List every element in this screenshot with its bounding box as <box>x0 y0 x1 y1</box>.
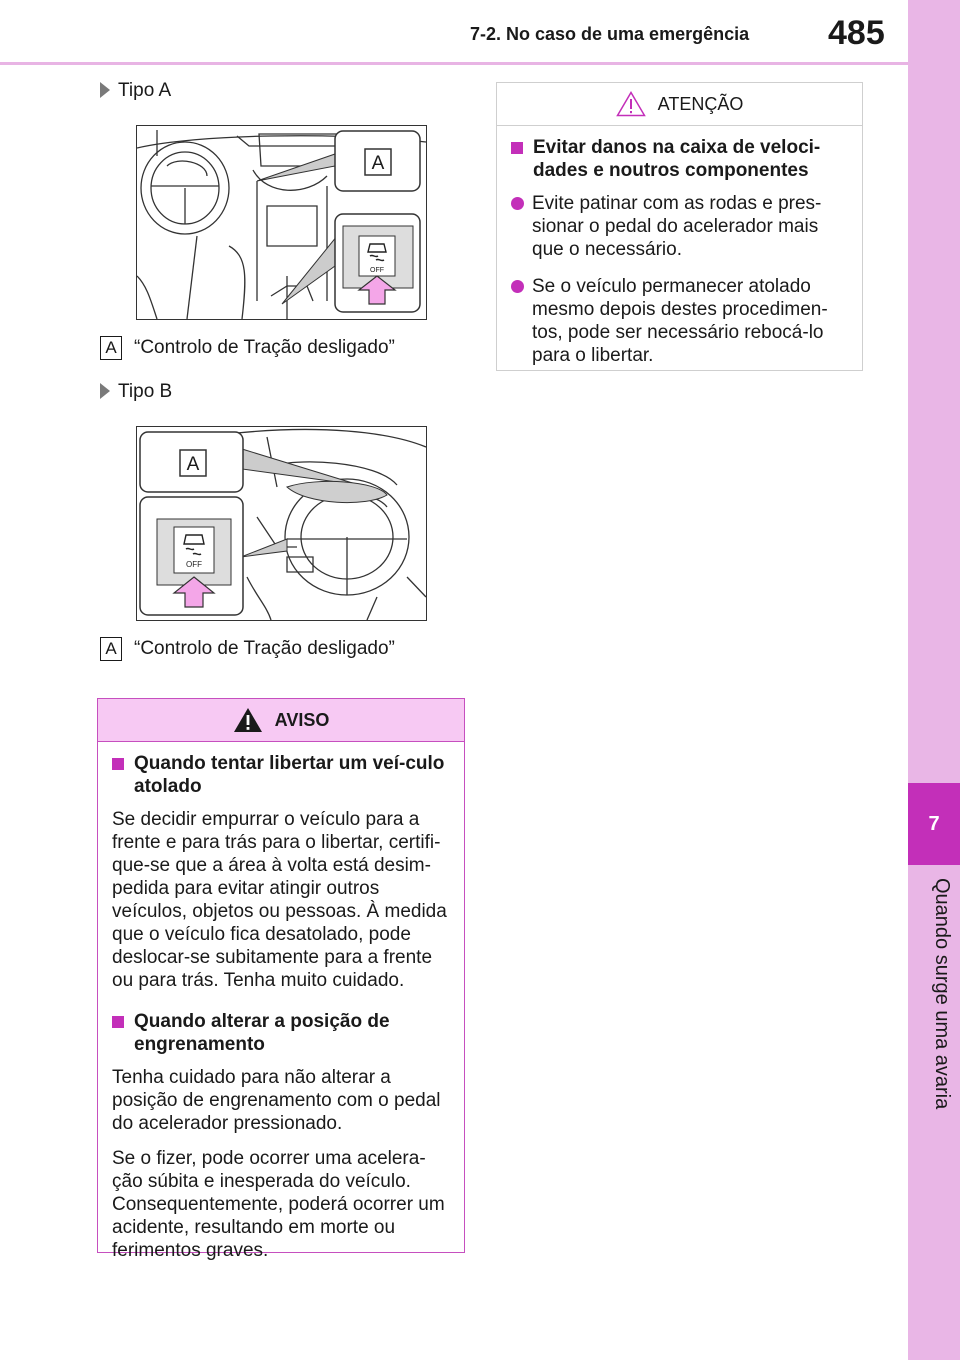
warning-paragraph: Se decidir empurrar o veículo para a frente e para trás para o libertar, certifi-que-se que a área à volta está desim-pedida para evitar atingir outros veículos, objetos ou pessoas. À medida que o veículo fica desatolado, pode deslocar-se subitamente para a frente ou para trás. Tenha muito cuidado. <box>112 809 447 991</box>
warning-panel-header <box>98 699 464 742</box>
warning-panel-body <box>98 742 464 1286</box>
chapter-label: Quando surge uma avaria <box>931 878 953 1110</box>
figure-b-label: A <box>186 454 200 475</box>
chapter-number: 7 <box>908 783 960 865</box>
type-b-heading <box>100 381 172 403</box>
figure-a-label: A <box>371 153 385 174</box>
circle-bullet-icon <box>511 280 524 293</box>
warning-subheading-text: Quando tentar libertar um veí-culo atolado <box>134 753 445 797</box>
warning-triangle-icon <box>233 707 263 733</box>
section-title: 7-2. No caso de uma emergência <box>470 24 750 44</box>
caution-list-item-text: Evite patinar com as rodas e pres-sionar o pedal do acelerador mais que o necessário. <box>532 193 822 260</box>
warning-subheading <box>112 752 450 798</box>
square-bullet-icon <box>511 142 523 154</box>
callout-text: “Controlo de Tração desligado” <box>134 638 395 659</box>
callout-letter-box: A <box>100 637 122 661</box>
switch-off-label: OFF <box>186 560 202 569</box>
type-b-heading-label: Tipo B <box>118 381 173 402</box>
caution-subheading-text: Evitar danos na caixa de veloci-dades e noutros componentes <box>533 137 821 181</box>
dashboard-illustration-type-a <box>137 126 426 319</box>
caution-subheading <box>511 136 848 182</box>
page-number: 485 <box>828 14 885 52</box>
callout-text: “Controlo de Tração desligado” <box>134 337 395 358</box>
caution-list-item <box>511 275 848 367</box>
caution-list-item-text: Se o veículo permanecer atolado mesmo depois destes procedimen-tos, pode ser necessário rebocá-lo para o libertar. <box>532 276 828 366</box>
callout-type-b <box>100 637 395 661</box>
switch-off-label: OFF <box>370 267 384 274</box>
circle-bullet-icon <box>511 197 524 210</box>
figure-type-a <box>136 125 427 320</box>
warning-paragraph: Se o fizer, pode ocorrer uma acelera-ção súbita e inesperada do veículo. Consequentemente, poderá ocorrer um acidente, resultando em morte ou ferimentos graves. <box>112 1148 445 1261</box>
warning-subheading-text: Quando alterar a posição de engrenamento <box>134 1011 390 1055</box>
figure-type-b <box>136 426 427 621</box>
triangle-bullet-icon <box>100 383 110 399</box>
square-bullet-icon <box>112 758 124 770</box>
callout-letter-box: A <box>100 336 122 360</box>
caution-list-item <box>511 192 848 261</box>
type-a-heading-label: Tipo A <box>118 80 172 101</box>
callout-type-a <box>100 336 395 360</box>
header-divider <box>0 62 908 65</box>
warning-paragraph: Tenha cuidado para não alterar a posição de engrenamento com o pedal do acelerador pressionado. <box>112 1067 441 1134</box>
caution-panel <box>496 82 863 371</box>
caution-panel-header <box>497 83 862 126</box>
caution-triangle-icon <box>616 91 646 117</box>
type-a-heading <box>100 80 171 102</box>
dashboard-illustration-type-b <box>137 427 426 620</box>
warning-panel-title: AVISO <box>274 709 330 730</box>
warning-panel <box>97 698 465 1261</box>
caution-panel-title: ATENÇÃO <box>657 93 744 114</box>
triangle-bullet-icon <box>100 82 110 98</box>
square-bullet-icon <box>112 1016 124 1028</box>
warning-subheading <box>112 1010 450 1056</box>
caution-panel-body <box>497 126 862 393</box>
chapter-side-tab <box>908 0 960 1360</box>
